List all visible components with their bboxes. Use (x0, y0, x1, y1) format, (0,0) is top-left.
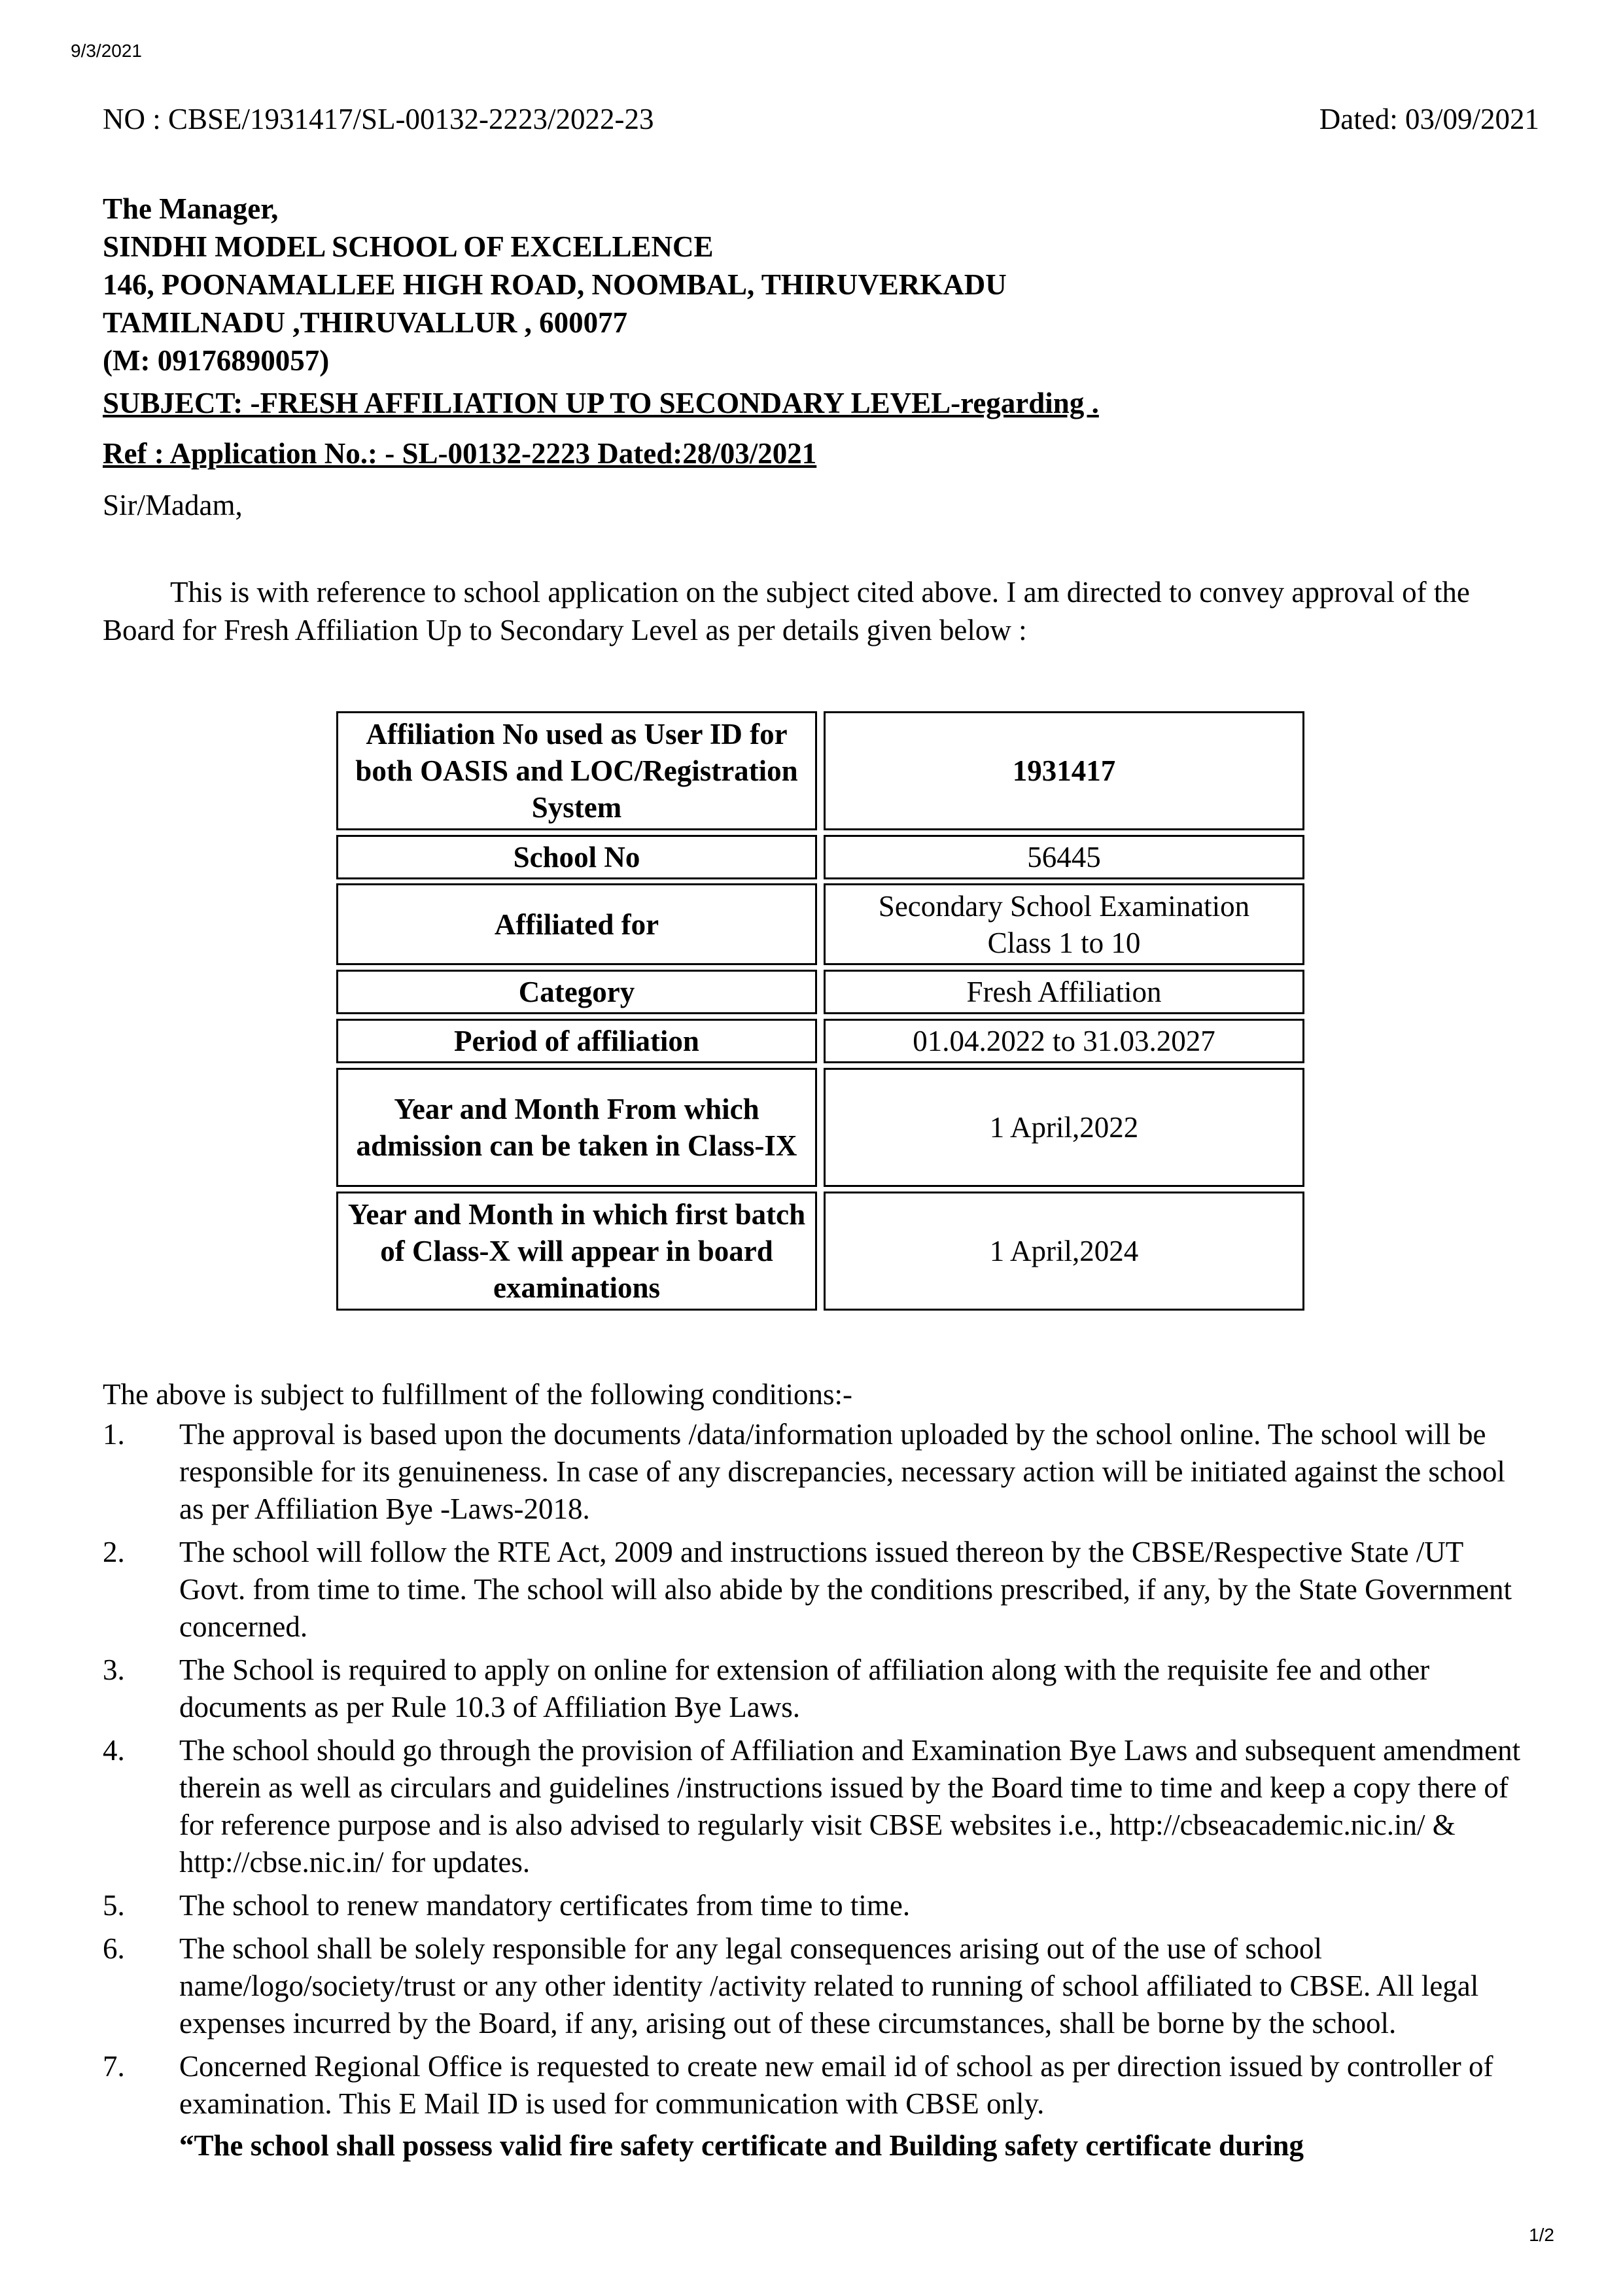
table-value-cell: 1931417 (824, 711, 1304, 830)
reference-number: NO : CBSE/1931417/SL-00132-2223/2022-23 (103, 103, 654, 135)
table-label-cell: Year and Month From which admission can be taken in Class-IX (336, 1068, 817, 1187)
condition-number: 5. (103, 1889, 125, 1922)
list-item (103, 1534, 1535, 1646)
conditions-intro: The above is subject to fulfillment of the following conditions:- (103, 1378, 853, 1411)
condition-text: The school should go through the provision of Affiliation and Examination Bye Laws and subsequent amendment therein as well as circulars and guidelines /instructions issued by the Board time to time and keep a copy there of for reference purpose and is also advised to regularly visit CBSE websites i.e., http://cbseacademic.nic.in/ & http://cbse.nic.in/ for updates. (179, 1734, 1521, 1879)
recipient-address (103, 190, 1007, 380)
table-value-cell: 01.04.2022 to 31.03.2027 (824, 1019, 1304, 1063)
application-reference: Ref : Application No.: - SL-00132-2223 Dated:28/03/2021 (103, 437, 817, 470)
condition-number: 1. (103, 1418, 125, 1451)
address-line: (M: 09176890057) (103, 344, 330, 377)
page-number: 1/2 (1529, 2225, 1554, 2245)
list-item (103, 1887, 1535, 1924)
condition-number: 3. (103, 1653, 125, 1686)
table-row (336, 883, 1304, 965)
list-item (103, 1651, 1535, 1726)
table-row (336, 970, 1304, 1014)
intro-paragraph: This is with reference to school application on the subject cited above. I am directed to convey approval of the Board for Fresh Affiliation Up to Secondary Level as per details given below : (103, 576, 1470, 646)
condition-number: 4. (103, 1734, 125, 1767)
address-line: TAMILNADU ,THIRUVALLUR , 600077 (103, 306, 628, 339)
conditions-list (103, 1416, 1535, 2128)
table-label-cell: School No (336, 835, 817, 879)
table-row (336, 1068, 1304, 1187)
table-value-cell: 1 April,2024 (824, 1192, 1304, 1311)
condition-text: The approval is based upon the documents /data/information uploaded by the school online. The school will be responsible for its genuineness. In case of any discrepancies, necessary action will be initiated against the school as per Affiliation Bye -Laws-2018. (179, 1418, 1505, 1525)
list-item (103, 2048, 1535, 2123)
salutation: Sir/Madam, (103, 489, 243, 521)
table-row (336, 835, 1304, 879)
table-label-cell: Affiliation No used as User ID for both OASIS and LOC/Registration System (336, 711, 817, 830)
condition-text: The School is required to apply on online for extension of affiliation along with the requisite fee and other documents as per Rule 10.3 of Affiliation Bye Laws. (179, 1653, 1430, 1723)
closing-note: “The school shall possess valid fire safety certificate and Building safety certificate during (179, 2129, 1304, 2162)
list-item (103, 1416, 1535, 1528)
list-item (103, 1732, 1535, 1881)
subject-line: SUBJECT: -FRESH AFFILIATION UP TO SECONDARY LEVEL-regarding . (103, 387, 1099, 419)
condition-number: 2. (103, 1536, 125, 1568)
condition-text: Concerned Regional Office is requested to create new email id of school as per direction issued by controller of examination. This E Mail ID is used for communication with CBSE only. (179, 2050, 1493, 2120)
table-value-cell: Fresh Affiliation (824, 970, 1304, 1014)
letter-date: Dated: 03/09/2021 (1319, 103, 1539, 135)
condition-number: 6. (103, 1932, 125, 1965)
condition-number: 7. (103, 2050, 125, 2083)
condition-text: The school to renew mandatory certificates from time to time. (179, 1889, 911, 1922)
address-line: 146, POONAMALLEE HIGH ROAD, NOOMBAL, THIRUVERKADU (103, 268, 1007, 301)
table-label-cell: Year and Month in which first batch of Class-X will appear in board examinations (336, 1192, 817, 1311)
address-line: The Manager, (103, 192, 279, 225)
condition-text: The school shall be solely responsible for any legal consequences arising out of the use of school name/logo/society/trust or any other identity /activity related to running of school affiliated to CBSE. All legal expenses incurred by the Board, if any, arising out of these circumstances, shall be borne by the school. (179, 1932, 1479, 2040)
table-row (336, 1192, 1304, 1311)
list-item (103, 1930, 1535, 2042)
table-label-cell: Affiliated for (336, 883, 817, 965)
table-label-cell: Period of affiliation (336, 1019, 817, 1063)
table-row (336, 711, 1304, 830)
table-value-cell: 1 April,2022 (824, 1068, 1304, 1187)
table-label-cell: Category (336, 970, 817, 1014)
table-row (336, 1019, 1304, 1063)
print-date: 9/3/2021 (71, 41, 142, 61)
table-value-cell: Secondary School Examination Class 1 to 10 (824, 883, 1304, 965)
address-line: SINDHI MODEL SCHOOL OF EXCELLENCE (103, 230, 714, 263)
table-value-cell: 56445 (824, 835, 1304, 879)
condition-text: The school will follow the RTE Act, 2009 and instructions issued thereon by the CBSE/Respective State /UT Govt. from time to time. The school will also abide by the conditions prescribed, if any, by the State Government concerned. (179, 1536, 1512, 1643)
